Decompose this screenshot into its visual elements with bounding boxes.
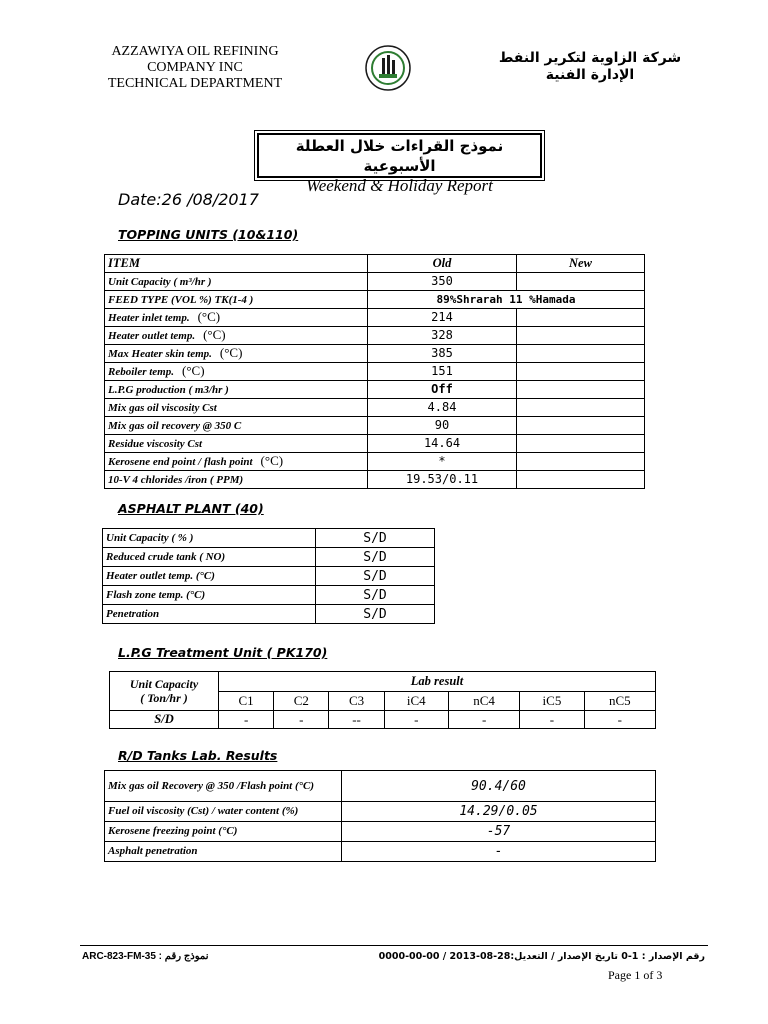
topping-row-label-text: Unit Capacity ( m³/hr ): [108, 276, 212, 288]
topping-row-label: [105, 417, 368, 435]
topping-row: [105, 327, 645, 345]
lpg-col-ic4: iC4: [384, 691, 448, 711]
topping-row-label-text: FEED TYPE (VOL %) TK(1-4 ): [108, 294, 254, 306]
arabic-line-2: الإدارة الفنية: [545, 67, 635, 83]
topping-table: [104, 254, 645, 489]
asphalt-table: [102, 528, 435, 624]
topping-row: [105, 453, 645, 471]
report-date: Date:26 /08/2017: [118, 190, 259, 209]
tanks-row: [105, 842, 656, 862]
topping-row-label: [105, 435, 368, 453]
lpg-col-c3: C3: [329, 691, 384, 711]
col-new: New: [517, 255, 645, 273]
asphalt-row-value: S/D: [316, 605, 435, 624]
topping-row-new: [517, 435, 645, 453]
topping-row-unit: (°C): [182, 363, 205, 378]
topping-row-label-text: Mix gas oil recovery @ 350 C: [108, 420, 242, 432]
topping-row-label-text: Mix gas oil viscosity Cst: [108, 402, 217, 414]
form-code: ARC-823-FM-35 : نموذج رقم: [82, 951, 209, 962]
tanks-row-label: Kerosene freezing point (°C): [105, 822, 342, 842]
topping-row-label: [105, 327, 368, 345]
topping-row-old: *: [368, 453, 517, 471]
topping-row-old: 19.53/0.11: [368, 471, 517, 489]
lpg-col-ic5: iC5: [520, 691, 584, 711]
asphalt-row: [103, 567, 435, 586]
topping-row-label: [105, 309, 368, 327]
topping-row: [105, 417, 645, 435]
topping-row-old: 385: [368, 345, 517, 363]
asphalt-row: [103, 529, 435, 548]
topping-row: [105, 309, 645, 327]
asphalt-row-value: S/D: [316, 529, 435, 548]
topping-row-old: 90: [368, 417, 517, 435]
tanks-row: [105, 771, 656, 802]
lpg-table: [109, 671, 656, 729]
lpg-lab-result: Lab result: [219, 672, 656, 692]
tanks-row-label: Mix gas oil Recovery @ 350 /Flash point (°C): [105, 771, 342, 802]
topping-row-new: [517, 417, 645, 435]
topping-row: [105, 363, 645, 381]
topping-row: [105, 273, 645, 291]
topping-row-label-text: Reboiler temp.: [108, 366, 174, 378]
topping-row-label: [105, 273, 368, 291]
topping-row-new: [517, 327, 645, 345]
lpg-col-c1: C1: [219, 691, 274, 711]
topping-row-old: 89%Shrarah 11 %Hamada: [368, 291, 645, 309]
lpg-unit-capacity: [110, 672, 219, 711]
col-old: Old: [368, 255, 517, 273]
topping-row-label: [105, 399, 368, 417]
lpg-col-nc4: nC4: [448, 691, 519, 711]
asphalt-row-label: Reduced crude tank ( NO): [103, 548, 316, 567]
col-item: ITEM: [105, 255, 368, 273]
topping-row-new: [517, 309, 645, 327]
company-line-2: COMPANY INC: [147, 60, 243, 75]
lpg-status: S/D: [110, 711, 219, 729]
topping-row-old: 4.84: [368, 399, 517, 417]
tanks-table: [104, 770, 656, 862]
title-english: Weekend & Holiday Report: [306, 176, 493, 195]
asphalt-row: [103, 548, 435, 567]
topping-row-unit: (°C): [197, 309, 221, 324]
lpg-value: -: [384, 711, 448, 729]
title-arabic: نموذج القراءات خلال العطلة الأسبوعية: [295, 137, 504, 175]
arabic-line-1: شركة الزاوية لتكرير النفط: [498, 50, 682, 66]
lpg-value: -: [219, 711, 274, 729]
topping-row: [105, 381, 645, 399]
tanks-row-label: Fuel oil viscosity (Cst) / water content (%): [105, 802, 342, 822]
asphalt-row-label: Penetration: [103, 605, 316, 624]
topping-row-label-text: Heater inlet temp.: [108, 312, 190, 324]
company-line-1: AZZAWIYA OIL REFINING: [111, 44, 279, 59]
topping-row: [105, 399, 645, 417]
topping-row-label-text: Kerosene end point / flash point: [108, 456, 253, 468]
topping-row-old: 328: [368, 327, 517, 345]
topping-heading: TOPPING UNITS (10&110): [118, 227, 299, 242]
lpg-value: --: [329, 711, 384, 729]
lpg-value: -: [274, 711, 329, 729]
lpg-value: -: [448, 711, 519, 729]
topping-row-unit: (°C): [219, 345, 243, 360]
lpg-unit-capacity-line2: ( Ton/hr ): [140, 691, 188, 705]
topping-header-row: [105, 255, 645, 273]
tanks-row-label: Asphalt penetration: [105, 842, 342, 862]
topping-row-new: [517, 363, 645, 381]
topping-row: [105, 471, 645, 489]
topping-row-label-text: Residue viscosity Cst: [108, 438, 203, 450]
asphalt-row-value: S/D: [316, 548, 435, 567]
tanks-row-value: 90.4/60: [342, 771, 656, 802]
asphalt-row-label: Flash zone temp. (°C): [103, 586, 316, 605]
topping-row-new: [517, 381, 645, 399]
topping-row-unit: (°C): [260, 453, 284, 468]
lpg-col-nc5: nC5: [584, 691, 655, 711]
company-name-arabic: [490, 50, 690, 84]
tanks-row-value: -57: [342, 822, 656, 842]
issue-info: رقم الإصدار : 1-0 تاريخ الإصدار / التعديل:28-08-2013 / 00-00-0000: [378, 951, 705, 962]
tanks-heading: R/D Tanks Lab. Results: [118, 748, 278, 763]
report-title-box: [257, 133, 542, 195]
topping-row-label: [105, 453, 368, 471]
tanks-row-value: 14.29/0.05: [342, 802, 656, 822]
topping-row-new: [517, 471, 645, 489]
topping-row: [105, 345, 645, 363]
lpg-value: -: [520, 711, 584, 729]
lpg-unit-capacity-line1: Unit Capacity: [129, 677, 199, 691]
company-line-3: TECHNICAL DEPARTMENT: [107, 76, 283, 91]
lpg-col-c2: C2: [274, 691, 329, 711]
topping-row-new: [517, 345, 645, 363]
topping-row-label: [105, 363, 368, 381]
asphalt-row-value: S/D: [316, 567, 435, 586]
topping-row-label: [105, 345, 368, 363]
topping-row-old: 214: [368, 309, 517, 327]
topping-row-new: [517, 453, 645, 471]
tanks-row: [105, 822, 656, 842]
company-name-english: [90, 44, 300, 92]
topping-row-new: [517, 399, 645, 417]
company-logo-icon: [364, 44, 412, 92]
asphalt-heading: ASPHALT PLANT (40): [118, 501, 264, 516]
page-number: Page 1 of 3: [608, 968, 663, 982]
asphalt-row: [103, 586, 435, 605]
lpg-value: -: [584, 711, 655, 729]
topping-row-label-text: Max Heater skin temp.: [108, 348, 212, 360]
footer-divider: [80, 945, 708, 946]
topping-row: [105, 435, 645, 453]
topping-row-old: Off: [368, 381, 517, 399]
topping-row-old: 350: [368, 273, 517, 291]
asphalt-row-label: Unit Capacity ( % ): [103, 529, 316, 548]
topping-row-label: [105, 381, 368, 399]
tanks-row: [105, 802, 656, 822]
topping-row-label-text: 10-V 4 chlorides /iron ( PPM): [108, 474, 244, 486]
lpg-value-row: [110, 711, 656, 729]
topping-row-label-text: Heater outlet temp.: [108, 330, 196, 342]
topping-row: [105, 291, 645, 309]
topping-row-unit: (°C): [203, 327, 226, 342]
topping-row-label-text: L.P.G production ( m3/hr ): [108, 384, 229, 396]
asphalt-row: [103, 605, 435, 624]
tanks-row-value: -: [342, 842, 656, 862]
asphalt-row-value: S/D: [316, 586, 435, 605]
topping-row-new: [517, 273, 645, 291]
topping-row-old: 14.64: [368, 435, 517, 453]
lpg-heading: L.P.G Treatment Unit ( PK170): [118, 645, 328, 660]
topping-row-label: [105, 291, 368, 309]
asphalt-row-label: Heater outlet temp. (°C): [103, 567, 316, 586]
topping-row-old: 151: [368, 363, 517, 381]
topping-row-label: [105, 471, 368, 489]
